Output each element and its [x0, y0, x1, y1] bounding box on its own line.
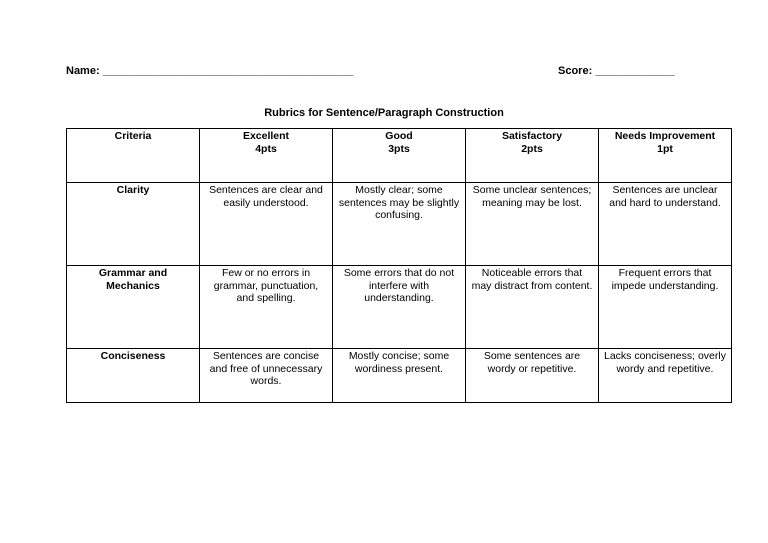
column-header-excellent: Excellent 4pts	[200, 129, 333, 183]
page-title: Rubrics for Sentence/Paragraph Construction	[264, 107, 504, 119]
score-label: Score:	[558, 65, 593, 77]
column-header-good: Good 3pts	[333, 129, 466, 183]
name-blank: _________________________________________	[102, 65, 354, 77]
table-row	[67, 349, 732, 403]
name-field	[66, 65, 354, 77]
criteria-cell: Conciseness	[67, 349, 200, 403]
table-cell: Some errors that do not interfere with understanding.	[333, 266, 466, 349]
score-blank: _____________	[595, 65, 675, 77]
criteria-cell: Clarity	[67, 183, 200, 266]
table-row	[67, 266, 732, 349]
table-cell: Lacks conciseness; overly wordy and repetitive.	[599, 349, 732, 403]
column-header-criteria: Criteria	[67, 129, 200, 183]
table-cell: Some sentences are wordy or repetitive.	[466, 349, 599, 403]
table-cell: Sentences are concise and free of unnecessary words.	[200, 349, 333, 403]
table-cell: Sentences are clear and easily understood.	[200, 183, 333, 266]
column-header-needs-improvement: Needs Improvement 1pt	[599, 129, 732, 183]
table-cell: Noticeable errors that may distract from content.	[466, 266, 599, 349]
rubric-table	[66, 128, 732, 403]
criteria-cell: Grammar and Mechanics	[67, 266, 200, 349]
score-field	[558, 65, 675, 77]
column-header-satisfactory: Satisfactory 2pts	[466, 129, 599, 183]
table-cell: Frequent errors that impede understanding.	[599, 266, 732, 349]
table-cell: Few or no errors in grammar, punctuation, and spelling.	[200, 266, 333, 349]
table-row	[67, 183, 732, 266]
name-label: Name:	[66, 65, 100, 77]
table-cell: Some unclear sentences; meaning may be lost.	[466, 183, 599, 266]
table-cell: Sentences are unclear and hard to understand.	[599, 183, 732, 266]
header-row	[67, 129, 732, 183]
table-cell: Mostly clear; some sentences may be slightly confusing.	[333, 183, 466, 266]
table-cell: Mostly concise; some wordiness present.	[333, 349, 466, 403]
